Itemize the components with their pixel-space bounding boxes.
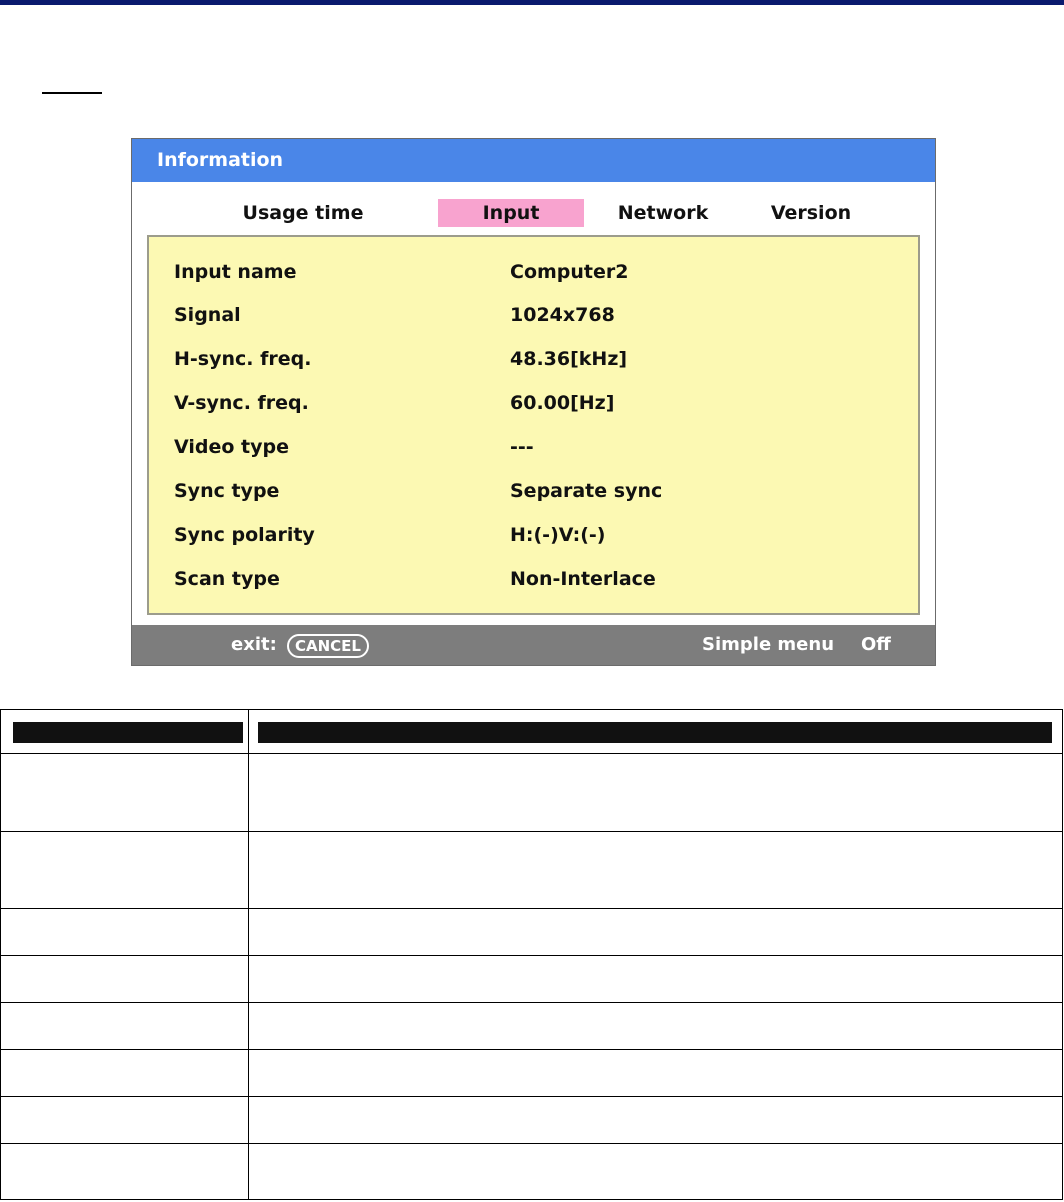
table-row-line: [1, 1049, 1062, 1050]
tab-input[interactable]: Input: [438, 199, 584, 227]
table-header-right: [258, 722, 1052, 743]
window-title: Information: [132, 139, 935, 182]
table-row-line: [1, 1143, 1062, 1144]
row-value: 48.36[kHz]: [510, 348, 628, 370]
row-value: Non-Interlace: [510, 568, 656, 590]
info-row-input-name: [149, 261, 918, 291]
top-rule: [0, 0, 1064, 5]
info-row-h-sync: [149, 348, 918, 378]
info-row-sync-type: [149, 480, 918, 510]
row-value: Separate sync: [510, 480, 663, 502]
tab-usage-time[interactable]: Usage time: [242, 202, 364, 224]
table-header-left: [13, 722, 243, 743]
table-row-line: [1, 908, 1062, 909]
table-row-line: [1, 1096, 1062, 1097]
input-info-panel: [147, 235, 920, 615]
row-label: Scan type: [174, 568, 280, 590]
row-value: ---: [510, 436, 534, 458]
row-label: V-sync. freq.: [174, 392, 309, 414]
info-row-scan-type: [149, 568, 918, 598]
exit-label: exit:: [231, 634, 277, 655]
row-label: Sync type: [174, 480, 280, 502]
row-label: Input name: [174, 261, 297, 283]
information-window: [131, 138, 936, 666]
table-row-line: [1, 831, 1062, 832]
row-label: Video type: [174, 436, 289, 458]
simple-menu-label: Simple menu: [702, 634, 835, 655]
tab-network[interactable]: Network: [617, 202, 709, 224]
table-row-line: [1, 1002, 1062, 1003]
row-label: H-sync. freq.: [174, 348, 312, 370]
row-value: 1024x768: [510, 304, 615, 326]
info-row-video-type: [149, 436, 918, 466]
row-value: Computer2: [510, 261, 629, 283]
cancel-button[interactable]: CANCEL: [287, 634, 369, 658]
info-row-sync-polarity: [149, 524, 918, 554]
row-value: H:(-)V:(-): [510, 524, 606, 546]
window-footer: [132, 625, 935, 665]
table-row-line: [1, 955, 1062, 956]
heading-underline: [42, 92, 102, 94]
row-label: Sync polarity: [174, 524, 315, 546]
table-row-line: [1, 753, 1062, 754]
description-table: [0, 709, 1063, 1200]
tab-version[interactable]: Version: [770, 202, 852, 224]
row-label: Signal: [174, 304, 241, 326]
simple-menu-value[interactable]: Off: [861, 634, 891, 655]
info-row-signal: [149, 304, 918, 334]
info-row-v-sync: [149, 392, 918, 422]
row-value: 60.00[Hz]: [510, 392, 615, 414]
